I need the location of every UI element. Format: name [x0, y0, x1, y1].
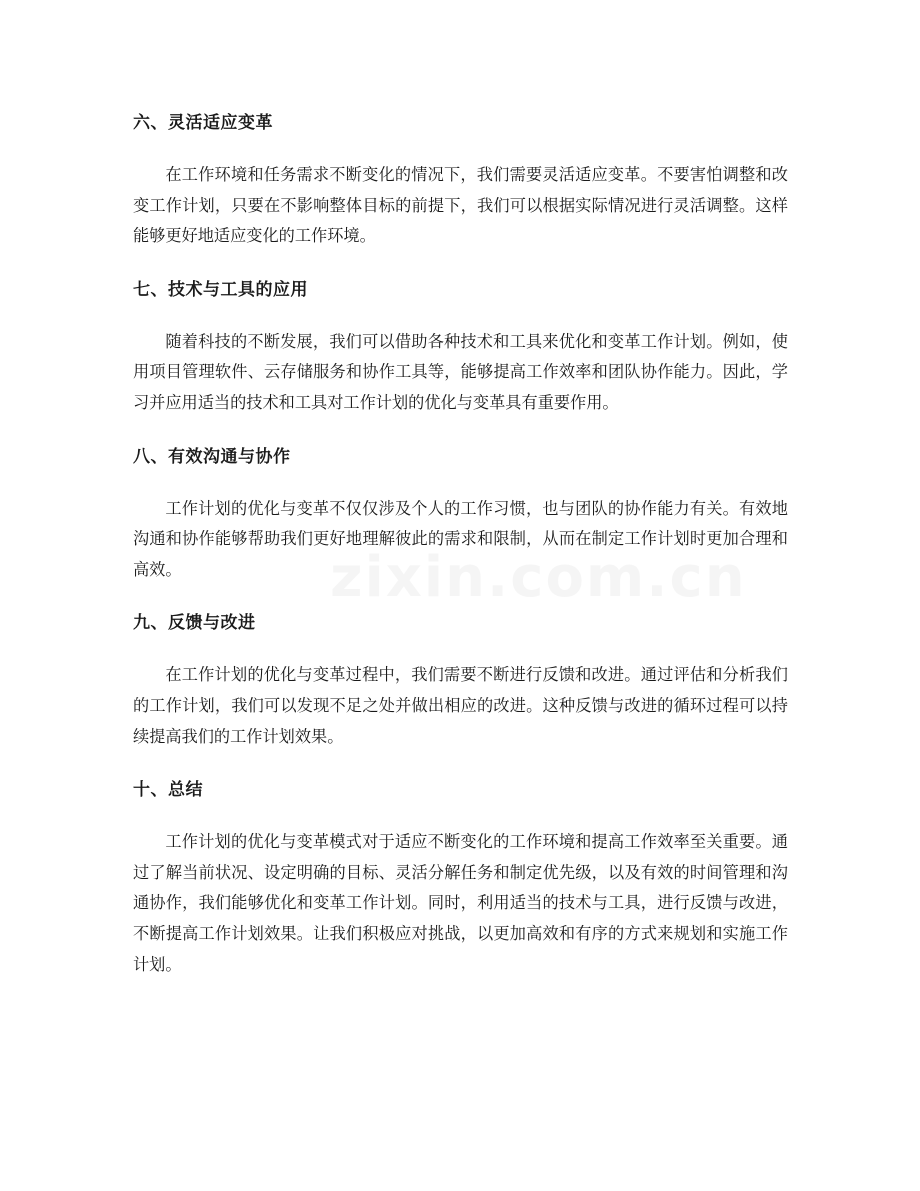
section-heading: 六、灵活适应变革 [133, 113, 273, 133]
section-paragraph: 在工作环境和任务需求不断变化的情况下，我们需要灵活适应变革。不要害怕调整和改变工作计划，只要在不影响整体目标的前提下，我们可以根据实际情况进行灵活调整。这样能够更好地适应变化的工作环境。 [133, 165, 788, 246]
document-page [133, 108, 788, 980]
section-8 [133, 442, 788, 586]
section-paragraph: 工作计划的优化与变革模式对于适应不断变化的工作环境和提高工作效率至关重要。通过了解当前状况、设定明确的目标、灵活分解任务和制定优先级，以及有效的时间管理和沟通协作，我们能够优化和变革工作计划。同时，利用适当的技术与工具，进行反馈与改进，不断提高工作计划效果。让我们积极应对挑战，以更加高效和有序的方式来规划和实施工作计划。 [133, 832, 788, 974]
section-9 [133, 608, 788, 752]
section-paragraph: 随着科技的不断发展，我们可以借助各种技术和工具来优化和变革工作计划。例如，使用项目管理软件、云存储服务和协作工具等，能够提高工作效率和团队协作能力。因此，学习并应用适当的技术和工具对工作计划的优化与变革具有重要作用。 [133, 331, 788, 412]
section-heading: 八、有效沟通与协作 [133, 446, 291, 467]
section-6 [133, 108, 788, 252]
section-heading: 七、技术与工具的应用 [133, 279, 308, 300]
section-paragraph: 工作计划的优化与变革不仅仅涉及个人的工作习惯，也与团队的协作能力有关。有效地沟通和协作能够帮助我们更好地理解彼此的需求和限制，从而在制定工作计划时更加合理和高效。 [133, 498, 788, 579]
section-heading: 九、反馈与改进 [133, 613, 256, 634]
section-7 [133, 275, 788, 419]
section-heading: 十、总结 [133, 780, 203, 801]
watermark-text: zixin.com.cn [330, 545, 747, 610]
section-10 [133, 775, 788, 980]
section-paragraph: 在工作计划的优化与变革过程中，我们需要不断进行反馈和改进。通过评估和分析我们的工作计划，我们可以发现不足之处并做出相应的改进。这种反馈与改进的循环过程可以持续提高我们的工作计划效果。 [133, 665, 788, 746]
